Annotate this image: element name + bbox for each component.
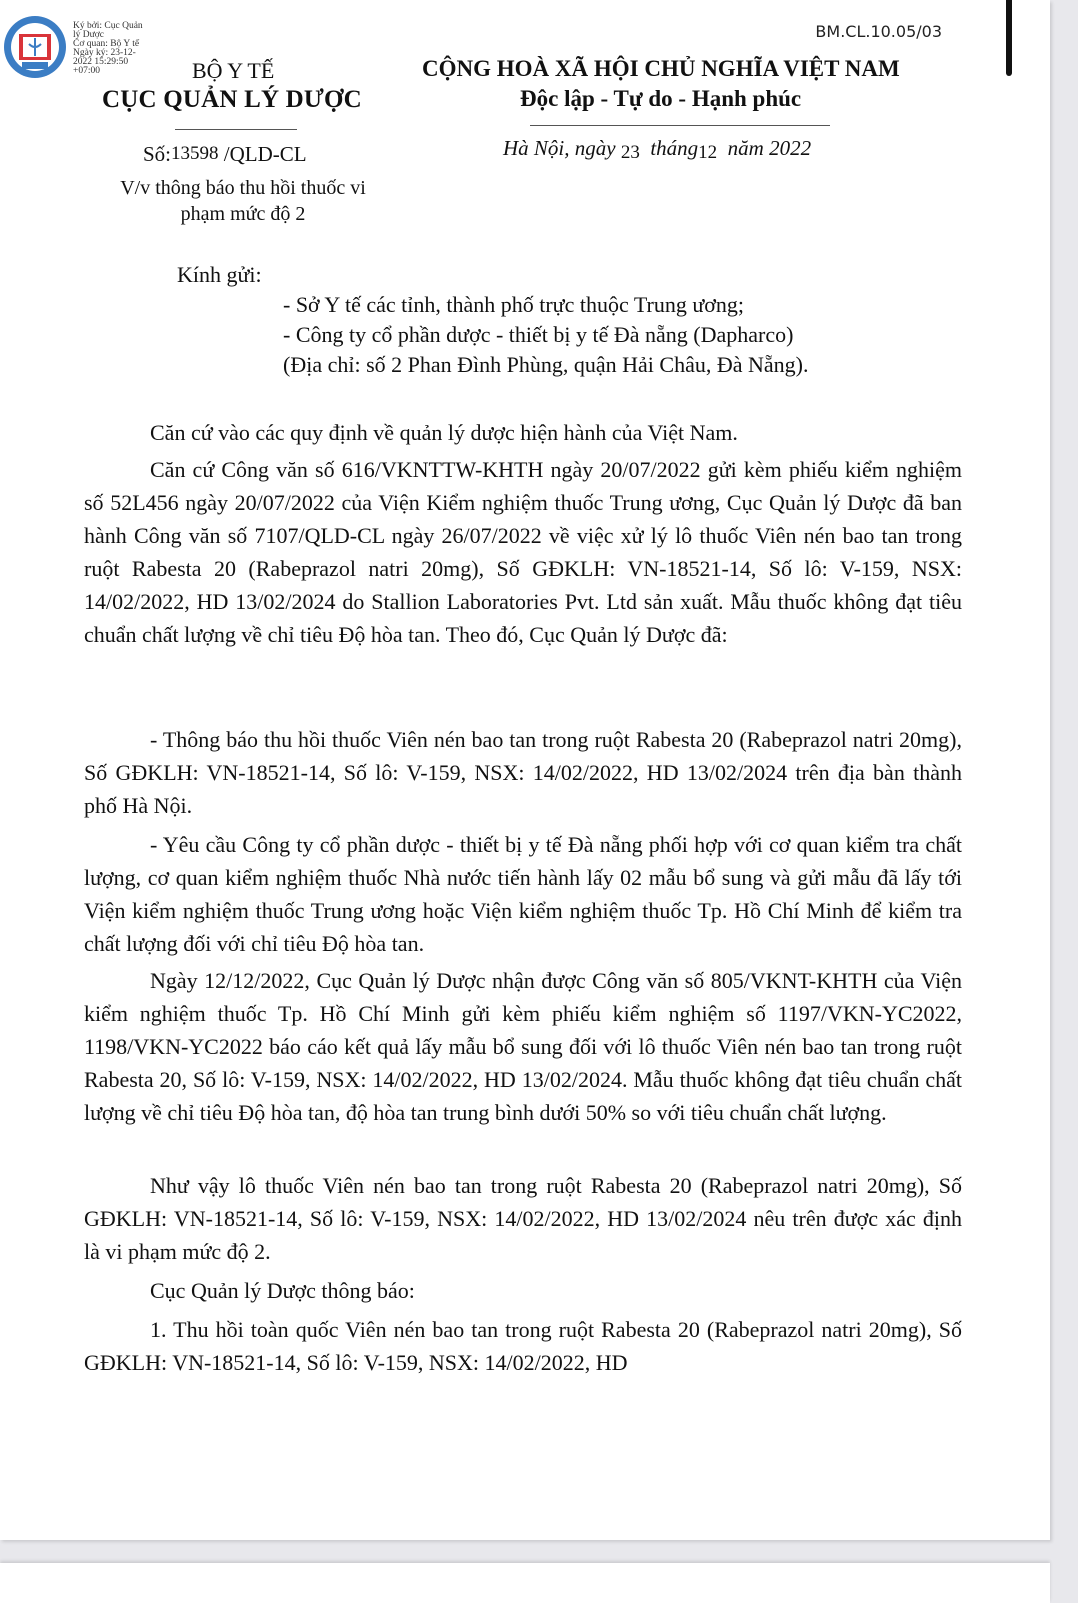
signature-line: Cơ quan: Bộ Y tế: [73, 39, 140, 49]
national-motto: Độc lập - Tự do - Hạnh phúc: [520, 86, 802, 111]
signature-line: lý Dược: [73, 30, 105, 40]
signature-line: Ngày ký: 23-12-: [73, 48, 136, 58]
doc-number-suffix: /QLD-CL: [218, 142, 307, 166]
signature-line: 2022 15:29:50: [73, 57, 129, 67]
body-paragraph: Ngày 12/12/2022, Cục Quản lý Dược nhận được Công văn số 805/VKNT-KHTH của Viện kiểm nghiệm thuốc Tp. Hồ Chí Minh gửi kèm phiếu kiểm nghiệm số 1197/VKN-YC2022, 1198/VKN-YC2022 báo cáo kết quả lấy mẫu bổ sung đối với lô thuốc Viên nén bao tan trong ruột Rabesta 20, Số lô: V-159, NSX: 14/02/2022, HD 13/02/2024. Mẫu thuốc không đạt tiêu chuẩn chất lượng về chỉ tiêu Độ hòa tan, độ hòa tan trung bình dưới 50% so với tiêu chuẩn chất lượng.: [84, 968, 962, 1125]
department-name: CỤC QUẢN LÝ DƯỢC: [102, 86, 362, 113]
date-month: 12: [698, 142, 718, 163]
header-divider-left: [175, 129, 297, 130]
date-month-label: tháng: [639, 136, 699, 160]
doc-number-prefix: Số:: [143, 142, 172, 166]
doc-number-value: 13598: [171, 143, 219, 164]
annotation-marker: [1006, 0, 1012, 76]
body-paragraph: Như vậy lô thuốc Viên nén bao tan trong ruột Rabesta 20 (Rabeprazol natri 20mg), Số GĐKLH: VN-18521-14, Số lô: V-159, NSX: 14/02/2022, HD 13/02/2024 nêu trên được xác định là vi phạm mức độ 2.: [84, 1173, 962, 1264]
body-paragraph: Căn cứ Công văn số 616/VKNTTW-KHTH ngày 20/07/2022 gửi kèm phiếu kiểm nghiệm số 52L456 ngày 20/07/2022 của Viện Kiểm nghiệm thuốc Trung ương, Cục Quản lý Dược đã ban hành Công văn số 7107/QLD-CL ngày 26/07/2022 về việc xử lý lô thuốc Viên nén bao tan trong ruột Rabesta 20 (Rabeprazol natri 20mg), Số GĐKLH: VN-18521-14, Số lô: V-159, NSX: 14/02/2022, HD 13/02/2024 do Stallion Laboratories Pvt. Ltd sản xuất. Mẫu thuốc không đạt tiêu chuẩn chất lượng về chỉ tiêu Độ hòa tan. Theo đó, Cục Quản lý Dược đã:: [84, 457, 962, 647]
issue-date: [503, 136, 811, 164]
addressee-item: - Sở Y tế các tỉnh, thành phố trực thuộc Trung ương;: [283, 292, 744, 317]
document-subject: V/v thông báo thu hồi thuốc vi phạm mức độ 2: [120, 177, 366, 225]
digital-signature-block: [73, 22, 143, 76]
date-year: năm 2022: [717, 136, 812, 160]
body-paragraph: 1. Thu hồi toàn quốc Viên nén bao tan trong ruột Rabesta 20 (Rabeprazol natri 20mg), Số GĐKLH: VN-18521-14, Số lô: V-159, NSX: 14/02/2022, HD: [84, 1317, 962, 1375]
signature-line: +07:00: [73, 66, 100, 76]
signature-line: Ký bởi: Cục Quản: [73, 21, 143, 31]
date-day: 23: [620, 142, 640, 163]
addressee-item: - Công ty cổ phần dược - thiết bị y tế Đà nẵng (Dapharco): [283, 322, 794, 347]
agency-seal-icon: [2, 14, 68, 80]
header-divider-right: [530, 125, 830, 126]
document-number: [143, 142, 307, 167]
addressee-label: Kính gửi:: [177, 262, 262, 287]
body-paragraph: Cục Quản lý Dược thông báo:: [150, 1278, 415, 1303]
addressee-address: (Địa chỉ: số 2 Phan Đình Phùng, quận Hải Châu, Đà Nẵng).: [283, 352, 809, 377]
body-paragraph: - Thông báo thu hồi thuốc Viên nén bao tan trong ruột Rabesta 20 (Rabeprazol natri 20mg), Số GĐKLH: VN-18521-14, Số lô: V-159, NSX: 14/02/2022, HD 13/02/2024 trên địa bàn thành phố Hà Nội.: [84, 727, 962, 818]
date-place: Hà Nội, ngày: [503, 136, 621, 160]
body-paragraph: - Yêu cầu Công ty cổ phần dược - thiết bị y tế Đà nẵng phối hợp với cơ quan kiểm tra chất lượng, cơ quan kiểm nghiệm thuốc Nhà nước tiến hành lấy 02 mẫu bổ sung và gửi mẫu đã lấy tới Viện kiểm nghiệm thuốc Trung ương hoặc Viện kiểm nghiệm thuốc Tp. Hồ Chí Minh để kiểm tra chất lượng đối với chỉ tiêu Độ hòa tan.: [84, 832, 962, 956]
form-code: BM.CL.10.05/03: [815, 22, 942, 41]
ministry-name: BỘ Y TẾ: [192, 58, 275, 83]
body-paragraph: Căn cứ vào các quy định về quản lý dược hiện hành của Việt Nam.: [150, 420, 738, 445]
country-name: CỘNG HOÀ XÃ HỘI CHỦ NGHĨA VIỆT NAM: [422, 56, 900, 81]
document-page-2: [0, 1563, 1050, 1603]
